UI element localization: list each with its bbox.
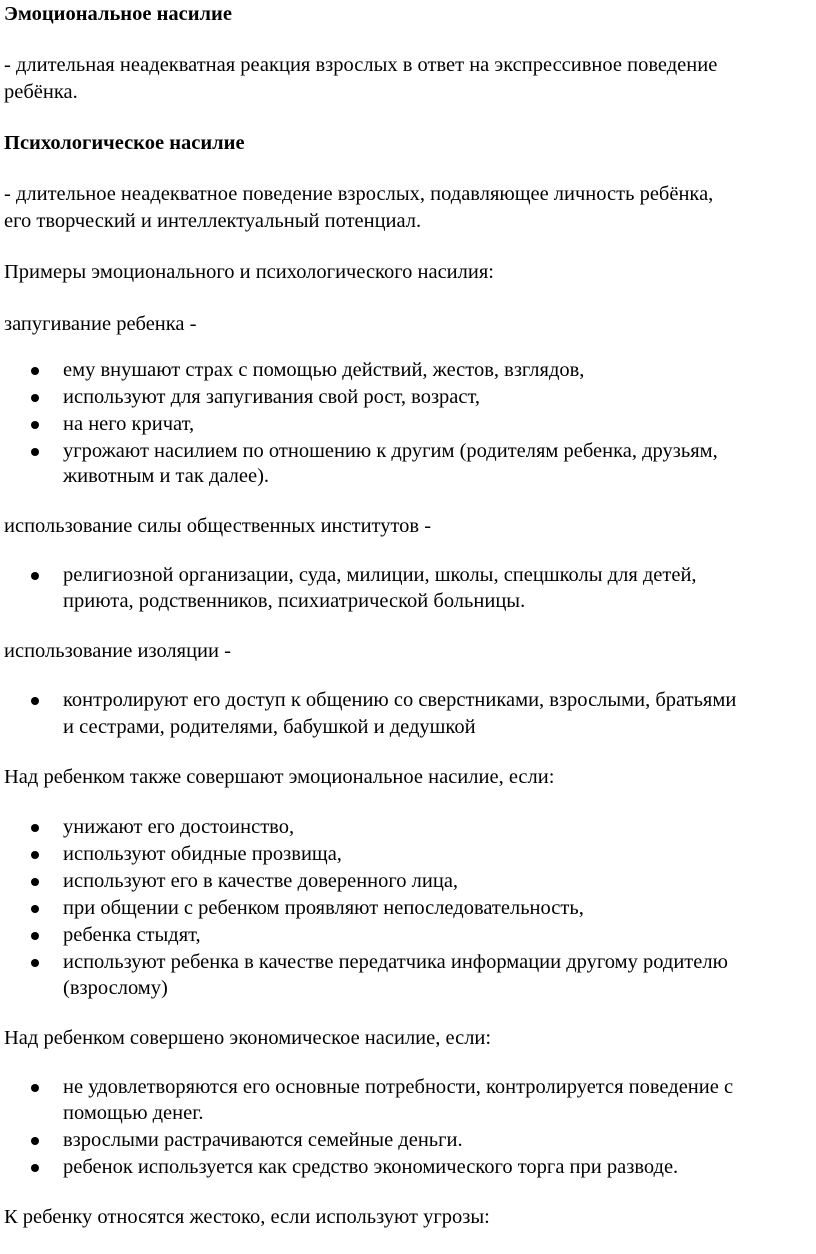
isolation-label: использование изоляции - — [4, 640, 231, 662]
list-item-continuation: приюта, родственников, психиатрической больницы. — [63, 590, 526, 612]
definition-line: ребёнка. — [4, 81, 78, 103]
bullet-dot — [31, 824, 39, 832]
bullet-dot — [31, 878, 39, 886]
list-item: при общении с ребенком проявляют непоследовательность, — [63, 897, 584, 919]
list-item: ребенок используется как средство экономического торга при разводе. — [63, 1156, 679, 1178]
list-item: ему внушают страх с помощью действий, жестов, взглядов, — [63, 359, 585, 381]
list-item: ребенка стыдят, — [63, 924, 201, 946]
bullet-dot — [31, 1164, 39, 1172]
list-item: на него кричат, — [63, 413, 195, 435]
list-item-continuation: животным и так далее). — [63, 465, 270, 487]
list-item: используют ребенка в качестве передатчика информации другому родителю — [63, 951, 728, 973]
definition-line: его творческий и интеллектуальный потенциал. — [4, 210, 422, 232]
definition-line: - длительная неадекватная реакция взрослых в ответ на экспрессивное поведение — [4, 54, 718, 76]
bullet-dot — [31, 448, 39, 456]
list-item: не удовлетворяются его основные потребности, контролируется поведение с — [63, 1076, 734, 1098]
list-item: контролируют его доступ к общению со сверстниками, взрослыми, братьями — [63, 689, 737, 711]
heading-psychological-violence: Психологическое насилие — [4, 132, 245, 154]
bullet-dot — [31, 932, 39, 940]
economic-label: Над ребенком совершено экономическое насилие, если: — [4, 1027, 492, 1049]
bullet-dot — [31, 959, 39, 967]
list-item: угрожают насилием по отношению к другим (родителям ребенка, друзьям, — [63, 440, 718, 462]
institutions-label: использование силы общественных институтов - — [4, 515, 432, 537]
heading-emotional-violence: Эмоциональное насилие — [4, 3, 232, 25]
examples-intro: Примеры эмоционального и психологического насилия: — [4, 261, 494, 283]
bullet-dot — [31, 572, 39, 580]
definition-line: - длительное неадекватное поведение взрослых, подавляющее личность ребёнка, — [4, 183, 714, 205]
bullet-dot — [31, 851, 39, 859]
list-item-continuation: и сестрами, родителями, бабушкой и дедушкой — [63, 716, 476, 738]
emotional-label: Над ребенком также совершают эмоциональное насилие, если: — [4, 766, 555, 788]
list-item: используют его в качестве доверенного лица, — [63, 870, 459, 892]
bullet-dot — [31, 1084, 39, 1092]
bullet-dot — [31, 905, 39, 913]
list-item: используют для запугивания свой рост, возраст, — [63, 386, 481, 408]
list-item-continuation: (взрослому) — [63, 977, 168, 999]
list-item: используют обидные прозвища, — [63, 843, 342, 865]
list-item: взрослыми растрачиваются семейные деньги. — [63, 1129, 463, 1151]
bullet-dot — [31, 367, 39, 375]
threats-label: К ребенку относятся жестоко, если используют угрозы: — [4, 1206, 490, 1228]
bullet-dot — [31, 1137, 39, 1145]
list-item: унижают его достоинство, — [63, 816, 295, 838]
bullet-dot — [31, 421, 39, 429]
intimidation-label: запугивание ребенка - — [4, 313, 197, 335]
list-item: религиозной организации, суда, милиции, школы, спецшколы для детей, — [63, 564, 697, 586]
bullet-dot — [31, 697, 39, 705]
list-item-continuation: помощью денег. — [63, 1102, 204, 1124]
bullet-dot — [31, 394, 39, 402]
